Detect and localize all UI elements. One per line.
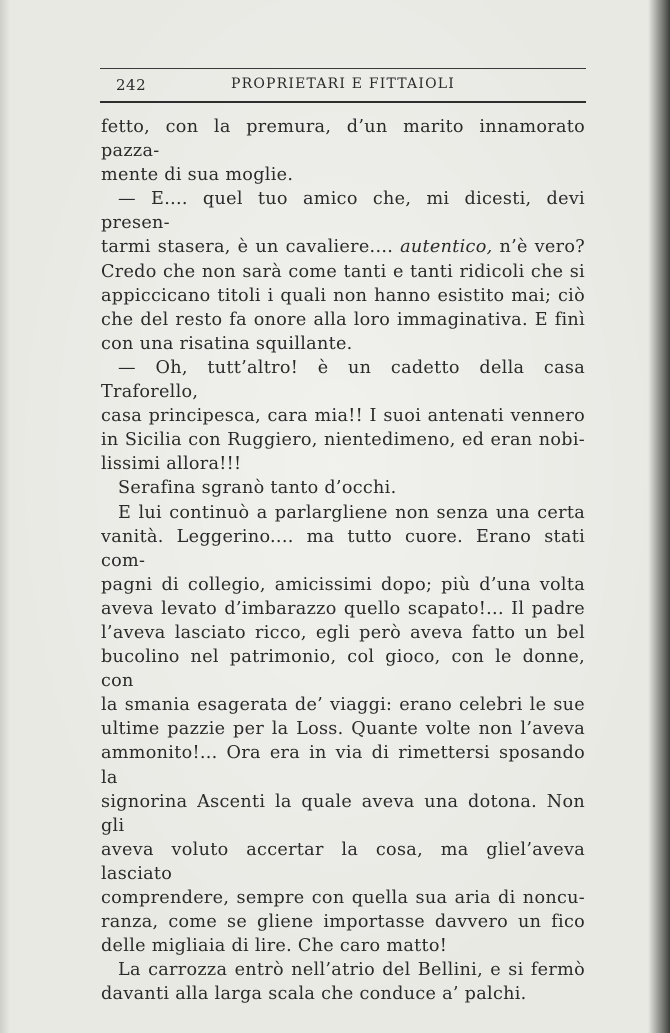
text-line: bucolino nel patrimonio, col gioco, con le donne, con [101, 647, 585, 692]
text-line: davanti alla larga scala che conduce a’ palchi. [101, 984, 527, 1005]
text-line: in Sicilia con Ruggiero, nientedimeno, ed eran nobi- [101, 430, 585, 451]
running-title: PROPRIETARI E FITTAIOLI [231, 76, 455, 92]
text-line: La carrozza entrò nell’atrio del Bellini, e si fermò [118, 960, 585, 981]
text-line: — E.... quel tuo amico che, mi dicesti, devi presen- [101, 189, 585, 234]
header-rule-top [100, 68, 586, 69]
text-line: pagni di collegio, amicissimi dopo; più d’una volta [101, 574, 585, 595]
text-line: appiccicano titoli i quali non hanno esistito mai; ciò [101, 285, 585, 306]
text-fragment: n’è vero? [499, 237, 585, 258]
text-line: E lui continuò a parlargliene non senza una certa [118, 502, 585, 523]
text-line: Credo che non sarà come tanti e tanti ridicoli che si [101, 261, 585, 282]
text-line: vanità. Leggerino.... ma tutto cuore. Erano stati com- [101, 526, 585, 571]
text-line [101, 235, 585, 259]
text-line: aveva voluto accertar la cosa, ma gliel’aveva lasciato [101, 839, 585, 884]
running-header [100, 68, 586, 102]
page-edge-shadow [648, 0, 670, 1033]
text-line: che del resto fa onore alla loro immaginativa. E finì [101, 309, 585, 330]
body-text [101, 115, 585, 1006]
text-line: mente di sua moglie. [101, 165, 294, 186]
page-binding-shadow [0, 0, 10, 1033]
text-line: ranza, come se gliene importasse davvero un fico [101, 912, 585, 933]
text-line: la smania esagerata de’ viaggi: erano celebri le sue [101, 695, 585, 716]
text-line: delle migliaia di lire. Che caro matto! [101, 936, 448, 957]
text-line: con una risatina squillante. [101, 333, 353, 354]
text-line: lissimi allora!!! [101, 454, 242, 475]
text-line: comprendere, sempre con quella sua aria di noncu- [101, 888, 585, 908]
text-line: l’aveva lasciato ricco, egli però aveva fatto un bel [101, 622, 585, 643]
page-number: 242 [116, 76, 147, 94]
text-fragment: tarmi stasera, è un cavaliere.... [101, 237, 394, 258]
text-line: Serafina sgranò tanto d’occhi. [118, 478, 397, 499]
header-rule-bottom [100, 101, 586, 103]
emphasized-word: autentico, [400, 237, 493, 258]
text-line: fetto, con la premura, d’un marito innamorato pazza- [101, 117, 585, 162]
text-line: signorina Ascenti la quale aveva una dotona. Non gli [101, 791, 585, 836]
text-line: aveva levato d’imbarazzo quello scapato!... Il padre [101, 598, 585, 619]
text-line: — Oh, tutt’altro! è un cadetto della casa Traforello, [101, 357, 585, 403]
text-line: ammonito!... Ora era in via di rimettersi sposando la [101, 743, 585, 788]
text-line: ultime pazzie per la Loss. Quante volte non l’aveva [101, 719, 585, 740]
text-line: casa principesca, cara mia!! I suoi antenati vennero [101, 406, 585, 427]
